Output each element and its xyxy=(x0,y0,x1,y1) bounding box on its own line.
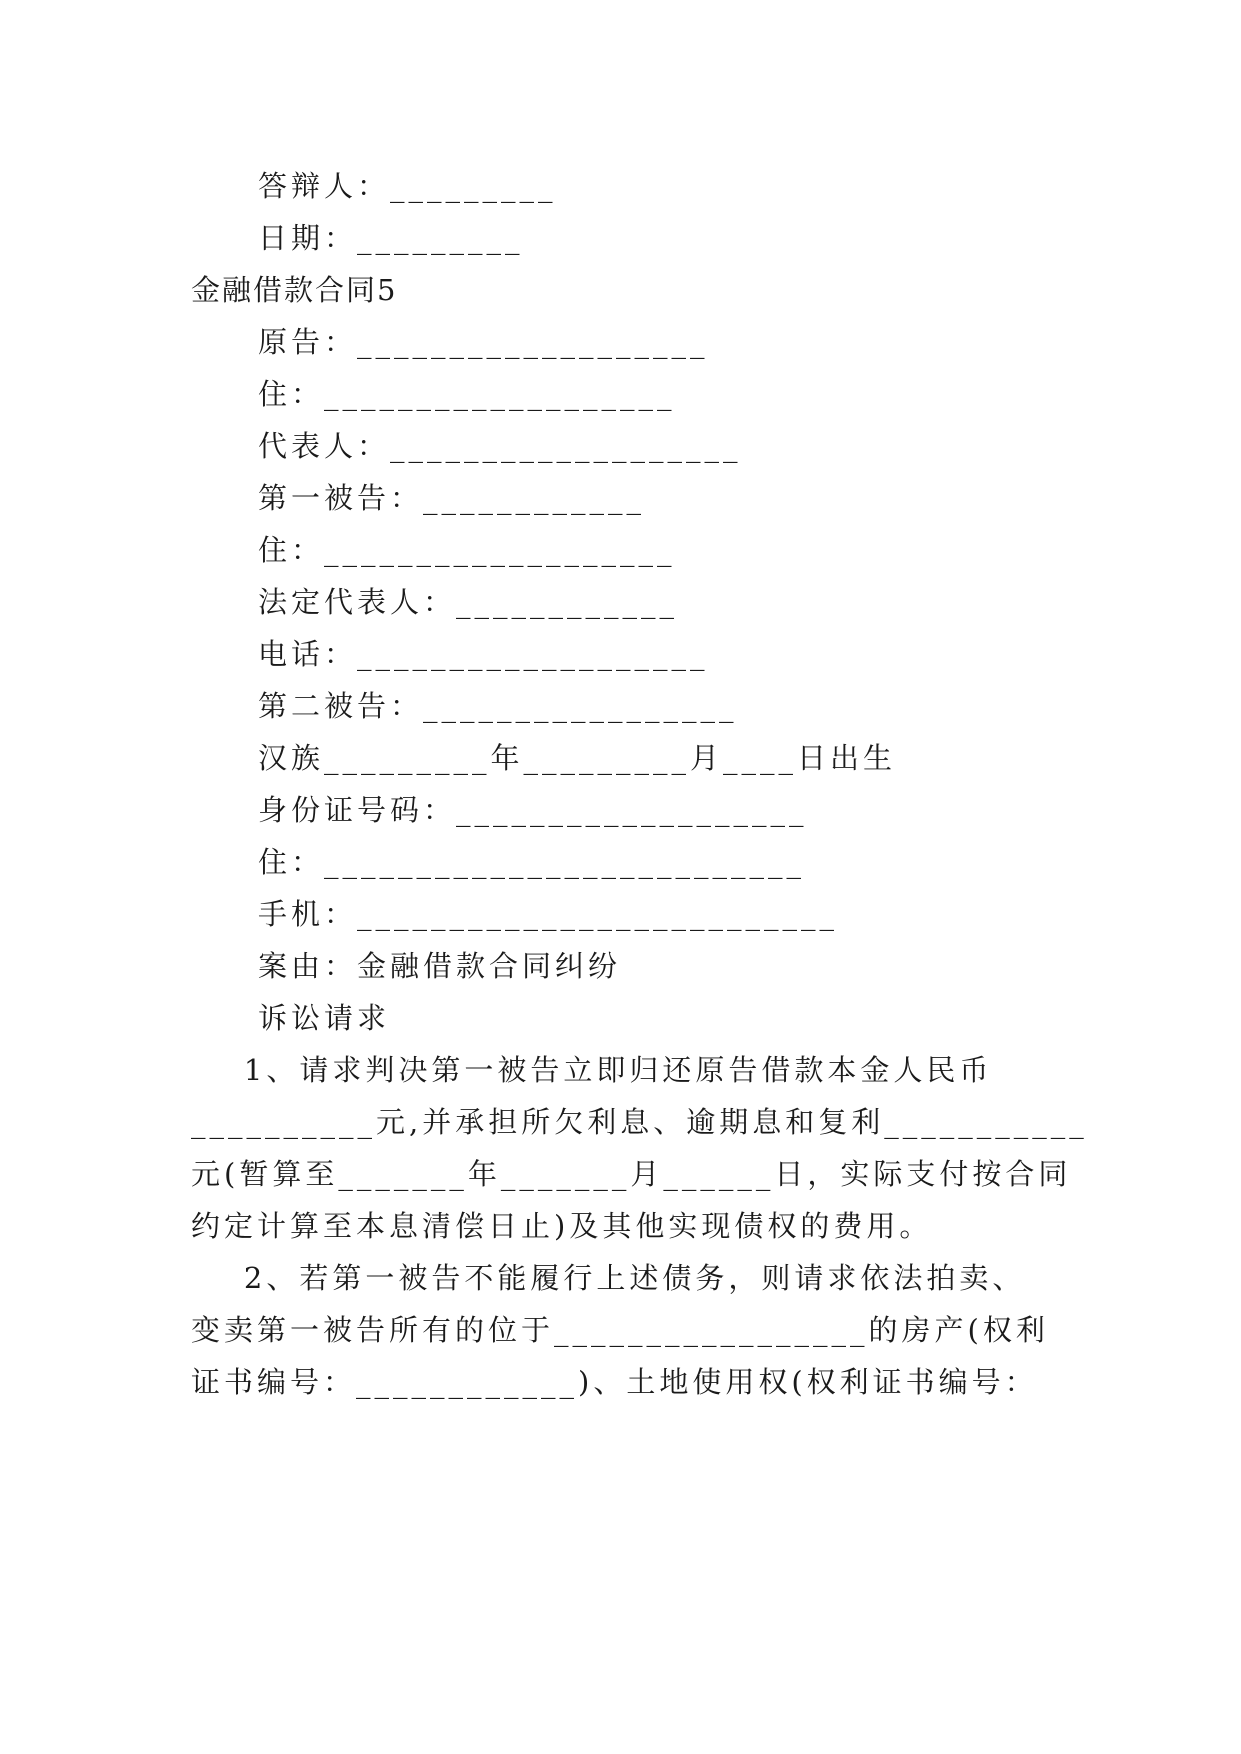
claim-2-row-2: 变卖第一被告所有的位于_________________的房产(权利 xyxy=(191,1313,1049,1347)
claim-1-row-1: 1、请求判决第一被告立即归还原告借款本金人民币 xyxy=(191,1053,993,1087)
id-number-line: 身份证号码：___________________ xyxy=(258,793,808,827)
legal-representative-line: 法定代表人：____________ xyxy=(258,585,679,619)
second-defendant-line: 第二被告：_________________ xyxy=(258,689,738,723)
section-title: 金融借款合同5 xyxy=(191,273,398,307)
claim-1-row-2: __________元,并承担所欠利息、逾期息和复利___________ xyxy=(191,1105,1088,1139)
claim-2-row-3: 证书编号：____________)、土地使用权(权利证书编号： xyxy=(191,1365,1038,1399)
phone-line: 电话：___________________ xyxy=(258,637,709,671)
ethnicity-birth-line: 汉族_________年_________月____日出生 xyxy=(258,741,897,775)
mobile-line: 手机：__________________________ xyxy=(258,897,839,931)
first-defendant-address-line: 住：___________________ xyxy=(258,533,676,567)
claim-1-row-3: 元(暂算至_______年_______月______日，实际支付按合同 xyxy=(191,1157,1072,1191)
claim-2-row-1: 2、若第一被告不能履行上述债务，则请求依法拍卖、 xyxy=(191,1261,1026,1295)
respondent-line: 答辩人：_________ xyxy=(258,169,557,203)
cause-of-action-line: 案由：金融借款合同纠纷 xyxy=(258,949,622,983)
claim-1-row-4: 约定计算至本息清偿日止)及其他实现债权的费用。 xyxy=(191,1209,933,1243)
plaintiff-line: 原告：___________________ xyxy=(258,325,709,359)
claims-heading: 诉讼请求 xyxy=(258,1001,391,1035)
second-defendant-address-line: 住：__________________________ xyxy=(258,845,806,879)
representative-line: 代表人：___________________ xyxy=(258,429,742,463)
plaintiff-address-line: 住：___________________ xyxy=(258,377,676,411)
first-defendant-line: 第一被告：____________ xyxy=(258,481,646,515)
date-line: 日期：_________ xyxy=(258,221,524,255)
